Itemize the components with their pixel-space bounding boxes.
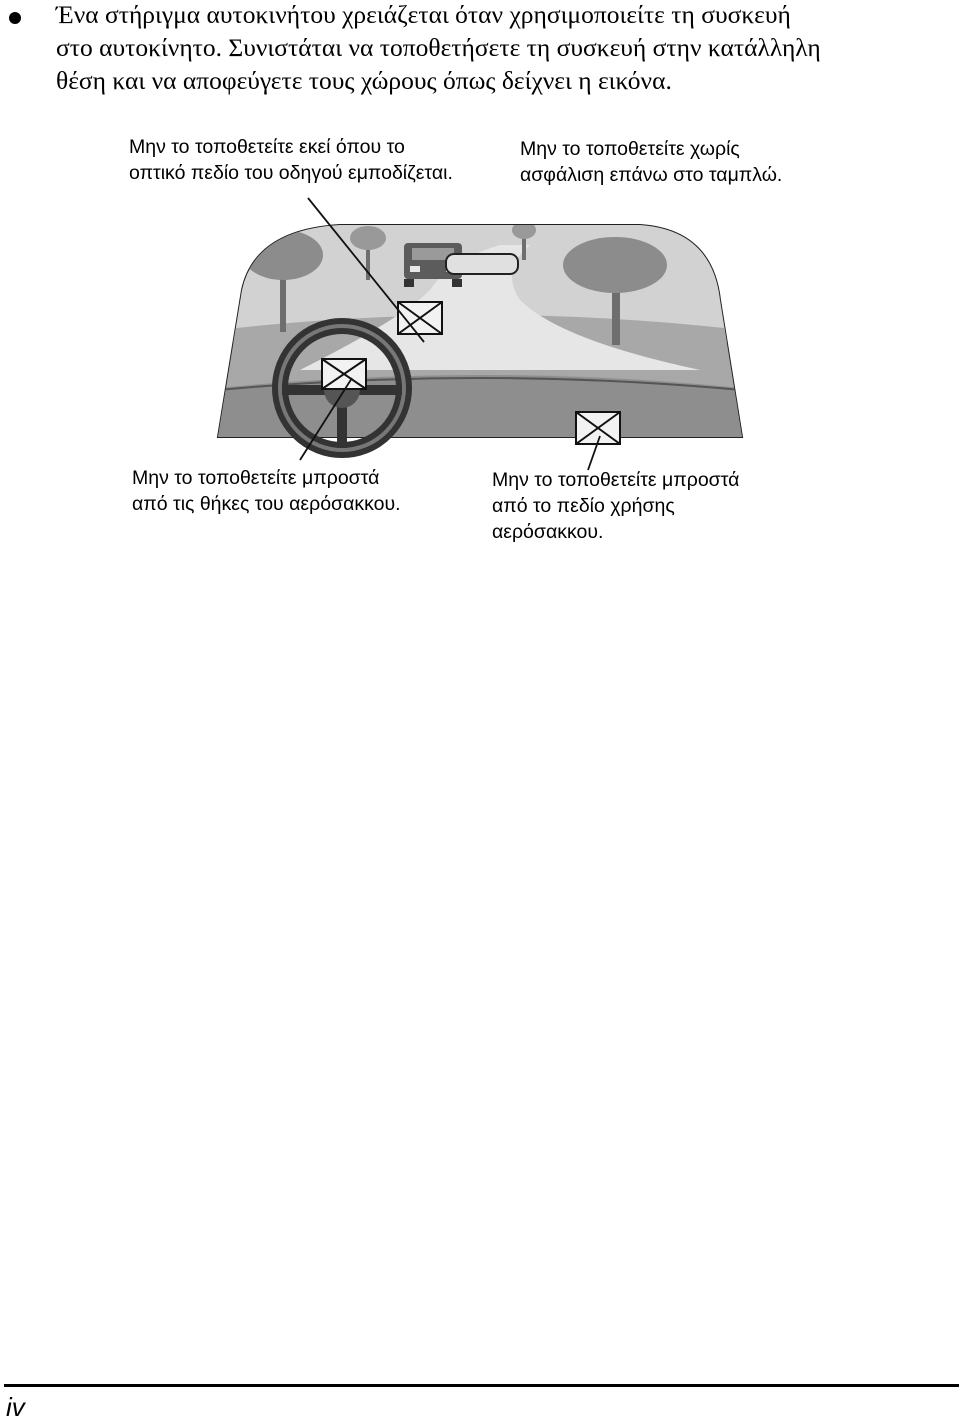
callout-line: οπτικό πεδίο του οδηγού εμποδίζεται. bbox=[129, 162, 453, 184]
callout-line: από το πεδίο χρήσης bbox=[492, 495, 675, 517]
intro-line: θέση και να αποφεύγετε τους χώρους όπως δείχνει η εικόνα. bbox=[56, 66, 672, 95]
footer-rule bbox=[4, 1384, 959, 1387]
callout-line: Μην το τοποθετείτε εκεί όπου το bbox=[129, 136, 405, 158]
callout-line: Μην το τοποθετείτε χωρίς bbox=[520, 138, 740, 160]
callout-line: ασφάλιση επάνω στο ταμπλώ. bbox=[520, 164, 783, 186]
intro-line: Ένα στήριγμα αυτοκινήτου χρειάζεται όταν χρησιμοποιείτε τη συσκευή bbox=[56, 0, 791, 29]
callout-line: Μην το τοποθετείτε μπροστά bbox=[492, 469, 740, 491]
rearview-mirror bbox=[446, 254, 518, 274]
page-number: iv bbox=[6, 1392, 25, 1422]
callout-line: Μην το τοποθετείτε μπροστά bbox=[132, 467, 380, 489]
callout-line: αερόσακκου. bbox=[492, 521, 604, 543]
callout-line: από τις θήκες του αερόσακκου. bbox=[132, 493, 401, 515]
car-interior-illustration bbox=[0, 0, 960, 560]
prohibited-device-icon bbox=[322, 359, 366, 389]
intro-line: στο αυτοκίνητο. Συνιστάται να τοποθετήσετε τη συσκευή στην κατάλληλη bbox=[56, 33, 821, 62]
